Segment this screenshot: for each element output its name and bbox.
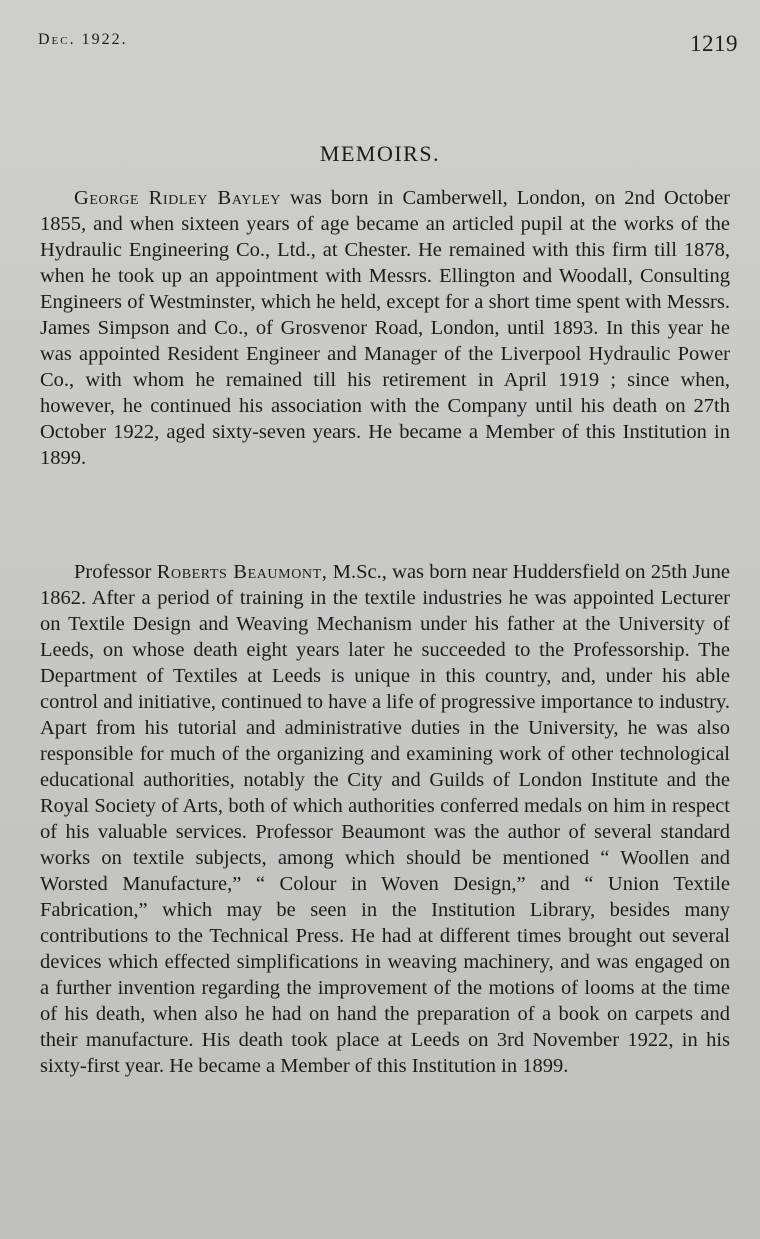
memoir-text: M.Sc., was born near Huddersfield on 25th June 1862. After a period of training in the textile industries he was appointed Lecturer on Textile Design and Weaving Mechanism under his father at the University of Leeds, on whose death eight years later he succeeded to the Professorship. The Department of Textiles at Leeds is unique in this country, and, under his able control and initiative, continued to have a life of progressive importance to industry. Apart from his tutorial and administrative duties in the University, he was also responsible for much of the organizing and examining work of other technological educational authorities, notably the City and Guilds of London Institute and the Royal Society of Arts, both of which authorities conferred medals on him in respect of his valuable services. Professor Beaumont was the author of several standard works on textile subjects, among which should be mentioned “ Woollen and Worsted Manufacture,” “ Colour in Woven Design,” and “ Union Textile Fabrication,” which may be seen in the Institution Library, besides many contributions to the Technical Press. He had at different times brought out several devices which effected simplifications in weaving machinery, and was engaged on a further invention regarding the improvement of the motions of looms at the time of his death, when also he had on hand the preparation of a book on carpets and their manufacture. His death took place at Leeds on 3rd November 1922, in his sixty-first year. He became a Member of this Institution in 1899.	[40, 561, 731, 1077]
memoir-text: was born in Camberwell, London, on 2nd October 1855, and when sixteen years of age became an articled pupil at the works of the Hydraulic Engineering Co., Ltd., at Chester. He remained with this firm till 1878, when he took up an appointment with Messrs. Ellington and Woodall, Consulting Engineers of Westminster, which he held, except for a short time spent with Messrs. James Simpson and Co., of Grosvenor Road, London, until 1893. In this year he was appointed Resident Engineer and Manager of the Liverpool Hydraulic Power Co., with whom he remained till his retirement in April 1919 ; since when, however, he continued his association with the Company until his death on 27th October 1922, aged sixty-seven years. He became a Member of this Institution in 1899.	[40, 187, 730, 469]
memoir-prefix: Professor	[74, 561, 152, 583]
memoir-bayley	[40, 185, 730, 471]
page-title: MEMOIRS.	[319, 141, 441, 166]
running-head-date: Dec. 1922.	[38, 31, 128, 48]
running-head	[0, 0, 760, 80]
memoir-name: Roberts Beaumont,	[156, 561, 328, 583]
page-number: 1219	[690, 31, 738, 56]
memoir-name: George Ridley Bayley	[74, 187, 281, 209]
memoir-beaumont	[40, 559, 730, 1079]
